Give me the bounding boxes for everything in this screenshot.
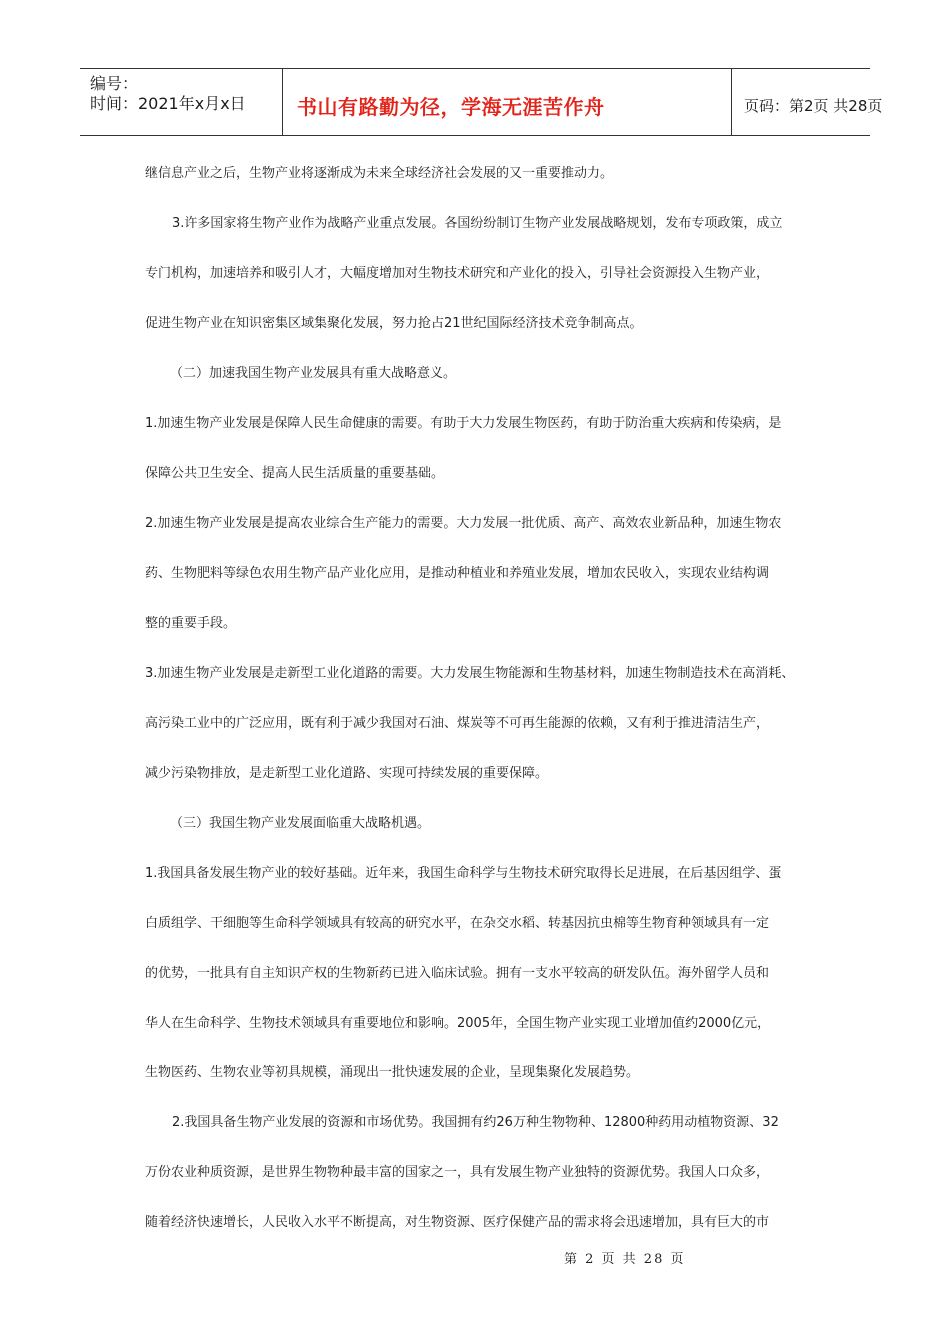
- body-line: 药、生物肥料等绿色农用生物产品产业化应用，是推动种植业和养殖业发展，增加农民收入，实现农业结构调: [145, 566, 770, 581]
- document-number-label: 编号：: [90, 74, 139, 93]
- body-line: 整的重要手段。: [145, 616, 237, 631]
- body-line: 2.我国具备生物产业发展的资源和市场优势。我国拥有约26万种生物物种、12800种药用动植物资源、32: [172, 1115, 779, 1130]
- body-line: 1.我国具备发展生物产业的较好基础。近年来，我国生命科学与生物技术研究取得长足进展，在后基因组学、蛋: [145, 866, 782, 881]
- header-motto-cell: [283, 69, 732, 135]
- section-heading: （二）加速我国生物产业发展具有重大战略意义。: [170, 366, 457, 381]
- body-line: 白质组学、干细胞等生命科学领域具有较高的研究水平，在杂交水稻、转基因抗虫棉等生物育种领域具有一定: [145, 916, 770, 931]
- body-line: 万份农业种质资源，是世界生物物种最丰富的国家之一，具有发展生物产业独特的资源优势。我国人口众多，: [145, 1165, 770, 1180]
- header-page-cell: [732, 69, 883, 135]
- body-line: 2.加速生物产业发展是提高农业综合生产能力的需要。大力发展一批优质、高产、高效农业新品种，加速生物农: [145, 516, 782, 531]
- body-line: 1.加速生物产业发展是保障人民生命健康的需要。有助于大力发展生物医药，有助于防治重大疾病和传染病，是: [145, 416, 782, 431]
- body-line: 华人在生命科学、生物技术领域具有重要地位和影响。2005年，全国生物产业实现工业增加值约2000亿元，: [145, 1016, 771, 1031]
- body-line: 继信息产业之后，生物产业将逐渐成为未来全球经济社会发展的又一重要推动力。: [145, 166, 614, 181]
- header-motto: 书山有路勤为径，学海无涯苦作舟: [297, 95, 605, 119]
- body-line: 保障公共卫生安全、提高人民生活质量的重要基础。: [145, 466, 445, 481]
- document-date: 时间：2021年x月x日: [90, 94, 246, 113]
- body-line: 高污染工业中的广泛应用，既有利于减少我国对石油、煤炭等不可再生能源的依赖，又有利于推进清洁生产，: [145, 716, 770, 731]
- body-line: 促进生物产业在知识密集区域集聚化发展，努力抢占21世纪国际经济技术竞争制高点。: [145, 316, 643, 331]
- body-line: 3.加速生物产业发展是走新型工业化道路的需要。大力发展生物能源和生物基材料，加速生物制造技术在高消耗、: [145, 666, 795, 681]
- page-footer: 第 2 页 共 28 页: [564, 1252, 686, 1267]
- header-meta-cell: [80, 69, 283, 135]
- body-line: 减少污染物排放，是走新型工业化道路、实现可持续发展的重要保障。: [145, 766, 549, 781]
- body-line: 生物医药、生物农业等初具规模，涌现出一批快速发展的企业，呈现集聚化发展趋势。: [145, 1065, 640, 1080]
- body-line: 专门机构，加速培养和吸引人才，大幅度增加对生物技术研究和产业化的投入，引导社会资源投入生物产业，: [145, 266, 770, 281]
- header-page-info: 页码：第2页 共28页: [744, 97, 883, 115]
- section-heading: （三）我国生物产业发展面临重大战略机遇。: [170, 816, 431, 831]
- body-line: 的优势，一批具有自主知识产权的生物新药已进入临床试验。拥有一支水平较高的研发队伍。海外留学人员和: [145, 966, 770, 981]
- document-header: [80, 68, 883, 136]
- body-line: 随着经济快速增长，人民收入水平不断提高，对生物资源、医疗保健产品的需求将会迅速增加，具有巨大的市: [145, 1215, 770, 1230]
- body-line: 3.许多国家将生物产业作为战略产业重点发展。各国纷纷制订生物产业发展战略规划，发布专项政策，成立: [172, 216, 783, 231]
